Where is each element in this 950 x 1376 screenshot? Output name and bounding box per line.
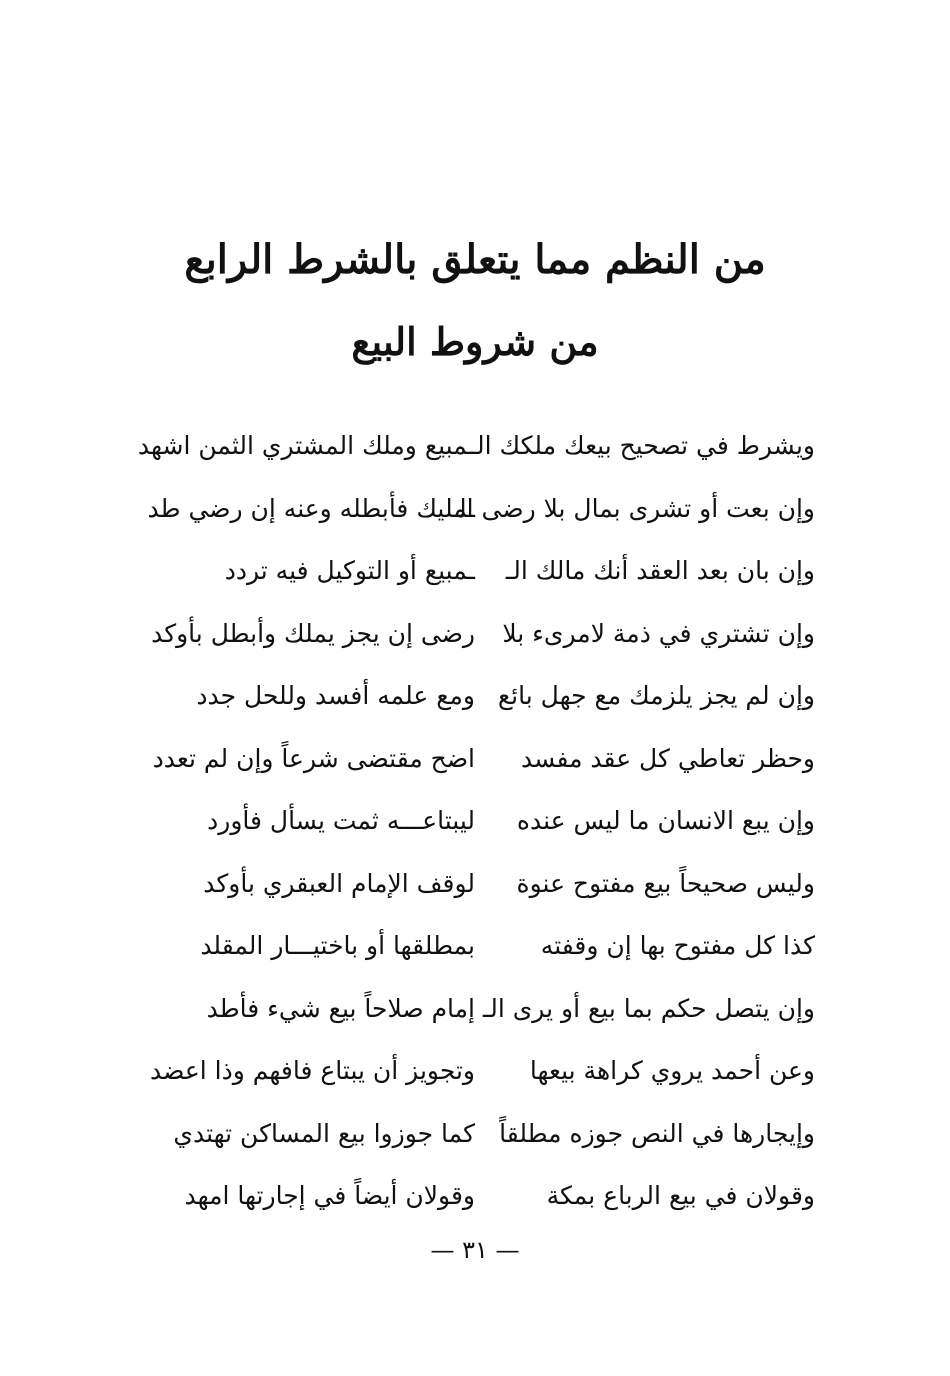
verse-row	[151, 606, 815, 669]
verse-first-hemistich: وإن بان بعد العقد أنك مالك الـ	[505, 556, 815, 585]
verse-row	[165, 793, 815, 856]
verse-row	[165, 543, 815, 606]
verse-first-hemistich: وحظر تعاطي كل عقد مفسد	[521, 743, 815, 773]
verse-first-hemistich: وإيجارها في النص جوزه مطلقاً	[499, 1118, 815, 1148]
page-number: — ٣١ —	[430, 1236, 520, 1264]
verse-row	[165, 918, 815, 981]
verse-second-hemistich: إمام صلاحاً بيع شيء فأطد	[206, 993, 475, 1023]
verse-second-hemistich: اضح مقتضى شرعاً وإن لم تعدد	[152, 743, 475, 773]
verse-row	[165, 856, 815, 919]
verse-second-hemistich: ومع علمه أفسد وللحل جدد	[196, 681, 475, 710]
verse-second-hemistich: رضى إن يجز يملك وأبطل بأوكد	[151, 618, 475, 648]
page-subtitle: من شروط البيع	[351, 319, 599, 364]
verse-row	[165, 1168, 815, 1231]
verse-first-hemistich: وإن بعت أو تشرى بمال بلا رضى الـ	[451, 493, 815, 523]
verse-second-hemistich: ـمبيع وملك المشتري الثمن اشهد	[137, 431, 475, 460]
verse-first-hemistich: كذا كل مفتوح بها إن وقفته	[540, 931, 815, 960]
verse-second-hemistich: وقولان أيضاً في إجارتها امهد	[184, 1181, 475, 1210]
verse-row	[147, 481, 815, 544]
verse-first-hemistich: وإن تشتري في ذمة لامرىء بلا	[502, 618, 815, 648]
verse-row	[165, 981, 815, 1044]
verse-first-hemistich: وإن لم يجز يلزمك مع جهل بائع	[497, 681, 815, 710]
verse-row	[137, 418, 815, 481]
page-title: من النظم مما يتعلق بالشرط الرابع	[184, 236, 766, 283]
verse-row	[150, 1043, 815, 1106]
verse-first-hemistich: وإن يتصل حكم بما بيع أو يرى الـ	[482, 993, 815, 1023]
verse-first-hemistich: وقولان في بيع الرباع بمكة	[546, 1181, 815, 1210]
verse-first-hemistich: وليس صحيحاً بيع مفتوح عنوة	[516, 868, 815, 898]
verse-second-hemistich: كما جوزوا بيع المساكن تهتدي	[173, 1118, 475, 1148]
verse-second-hemistich: ليبتاعـــه ثمت يسأل فأورد	[207, 806, 475, 835]
poem-verses	[137, 418, 815, 1231]
verse-second-hemistich: ـمبيع أو التوكيل فيه تردد	[224, 556, 475, 585]
verse-row	[152, 731, 815, 794]
verse-second-hemistich: ـمليك فأبطله وعنه إن رضي طد	[147, 493, 475, 523]
verse-second-hemistich: بمطلقها أو باختيـــار المقلد	[200, 931, 475, 960]
verse-first-hemistich: وإن يبع الانسان ما ليس عنده	[516, 806, 815, 835]
verse-second-hemistich: لوقف الإمام العبقري بأوكد	[203, 868, 475, 898]
verse-first-hemistich: وعن أحمد يروي كراهة بيعها	[529, 1056, 815, 1085]
verse-second-hemistich: وتجويز أن يبتاع فافهم وذا اعضد	[150, 1056, 475, 1085]
verse-first-hemistich: ويشرط في تصحيح بيعك ملكك الـ	[469, 431, 815, 460]
verse-row	[165, 1106, 815, 1169]
verse-row	[165, 668, 815, 731]
